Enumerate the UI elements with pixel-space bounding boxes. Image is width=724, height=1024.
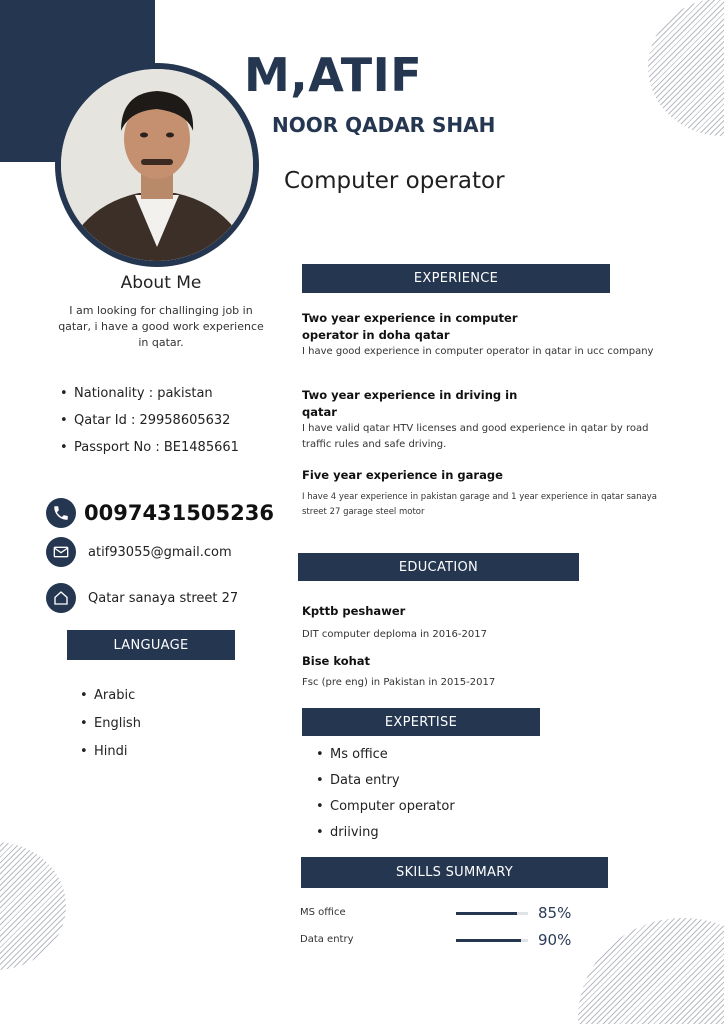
skill-row xyxy=(300,904,600,922)
home-icon xyxy=(46,583,76,613)
experience-item-title: Two year experience in computer operator in doha qatar xyxy=(302,311,518,342)
contact-phone-row xyxy=(46,498,274,528)
experience-item xyxy=(302,387,657,453)
skill-progress-track xyxy=(456,912,528,915)
language-item: • Hindi xyxy=(80,738,141,766)
language-list xyxy=(80,682,141,766)
education-item-desc: Fsc (pre eng) in Pakistan in 2015-2017 xyxy=(302,677,496,688)
experience-item xyxy=(302,310,657,360)
candidate-name: M,ATIF xyxy=(244,48,423,102)
expertise-item: • driiving xyxy=(316,820,455,846)
skill-label: Data entry xyxy=(300,934,354,945)
email-address: atif93055@gmail.com xyxy=(88,544,232,560)
skills-section-title: SKILLS SUMMARY xyxy=(301,857,608,888)
contact-address-row xyxy=(46,583,238,613)
expertise-section-title: EXPERTISE xyxy=(302,708,540,736)
contact-email-row xyxy=(46,537,232,567)
language-item: • English xyxy=(80,710,141,738)
expertise-item: • Computer operator xyxy=(316,794,455,820)
about-me-title: About Me xyxy=(120,273,202,293)
email-icon xyxy=(46,537,76,567)
skill-progress-fill xyxy=(456,939,521,942)
decorative-hatch-circle-top-right xyxy=(648,0,724,136)
experience-section-title: EXPERIENCE xyxy=(302,264,610,293)
skill-percent: 85% xyxy=(538,904,572,922)
language-section-title: LANGUAGE xyxy=(67,630,235,660)
expertise-item: • Ms office xyxy=(316,742,455,768)
education-section-title: EDUCATION xyxy=(298,553,579,581)
candidate-full-name: NOOR QADAR SHAH xyxy=(272,113,496,137)
skill-row xyxy=(300,931,600,949)
job-title: Computer operator xyxy=(284,168,505,194)
about-me-text: I am looking for challinging job in qatar, i have a good work experience in qatar. xyxy=(58,304,264,349)
education-item-title: Kpttb peshawer xyxy=(302,604,406,618)
skill-percent: 90% xyxy=(538,931,572,949)
experience-item-title: Five year experience in garage xyxy=(302,468,503,482)
address-text: Qatar sanaya street 27 xyxy=(88,590,239,606)
skill-label: MS office xyxy=(300,907,346,918)
expertise-item: • Data entry xyxy=(316,768,455,794)
experience-item-desc: I have good experience in computer operator in qatar in ucc company xyxy=(302,346,654,357)
person-portrait-icon xyxy=(61,69,253,261)
experience-item xyxy=(302,467,657,520)
personal-details-list xyxy=(60,380,239,461)
education-item-title: Bise kohat xyxy=(302,654,371,668)
expertise-list xyxy=(316,742,455,846)
experience-item-desc: I have valid qatar HTV licenses and good experience in qatar by road traffic rules and safe driving. xyxy=(302,423,649,450)
experience-item-desc: I have 4 year experience in pakistan garage and 1 year experience in qatar sanaya street 27 garage steel motor xyxy=(302,492,657,517)
skill-progress-track xyxy=(456,939,528,942)
skill-progress-fill xyxy=(456,912,517,915)
language-item: • Arabic xyxy=(80,682,141,710)
phone-number: 0097431505236 xyxy=(84,501,274,525)
experience-item-title: Two year experience in driving in qatar xyxy=(302,388,518,419)
passport-item: • Passport No : BE1485661 xyxy=(60,434,239,461)
decorative-hatch-circle-bottom-left xyxy=(0,842,66,970)
nationality-item: • Nationality : pakistan xyxy=(60,380,239,407)
profile-photo xyxy=(61,69,253,261)
phone-icon xyxy=(46,498,76,528)
education-item-desc: DIT computer deploma in 2016-2017 xyxy=(302,629,487,640)
qatar-id-item: • Qatar Id : 29958605632 xyxy=(60,407,239,434)
